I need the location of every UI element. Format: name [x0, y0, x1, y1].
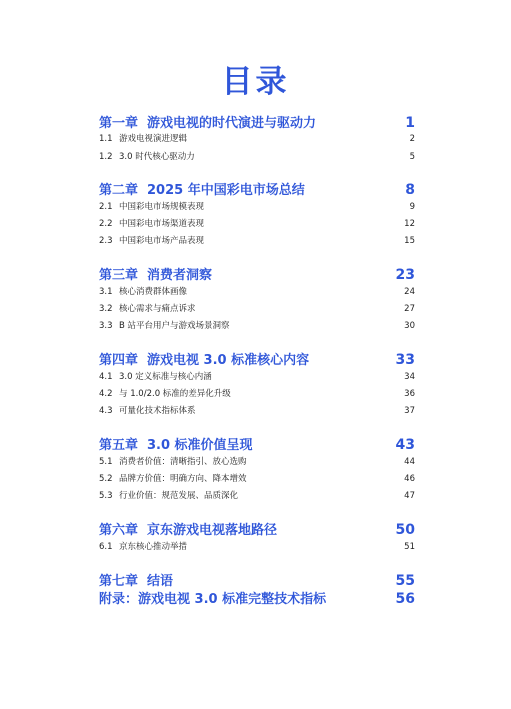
chapter-page: 50 — [395, 522, 415, 538]
chapter-number: 第三章 — [99, 268, 139, 283]
toc-item-3-3[interactable] — [99, 320, 415, 332]
item-page: 30 — [404, 321, 415, 331]
chapter-page: 8 — [405, 182, 415, 198]
chapter-number: 第七章 — [99, 574, 139, 589]
chapter-number: 第一章 — [99, 116, 139, 131]
item-title: 中国彩电市场渠道表现 — [119, 219, 205, 229]
item-number: 5.1 — [99, 457, 113, 467]
toc-item-4-2[interactable] — [99, 388, 415, 400]
item-title: 可量化技术指标体系 — [119, 406, 196, 416]
item-page: 51 — [404, 542, 415, 552]
item-page: 47 — [404, 491, 415, 501]
toc-item-2-3[interactable] — [99, 235, 415, 247]
toc-chapter-6[interactable] — [99, 521, 415, 540]
toc-item-3-1[interactable] — [99, 286, 415, 298]
chapter-page: 23 — [395, 267, 415, 283]
toc-chapter-3[interactable] — [99, 266, 415, 285]
toc-item-2-2[interactable] — [99, 218, 415, 230]
toc-chapter-4[interactable] — [99, 351, 415, 370]
item-number: 5.3 — [99, 491, 113, 501]
toc-item-6-1[interactable] — [99, 541, 415, 553]
item-title: 京东核心推动举措 — [119, 542, 188, 552]
chapter-title: 京东游戏电视落地路径 — [147, 523, 278, 538]
chapter-page: 1 — [405, 115, 415, 131]
item-title: B 站平台用户与游戏场景洞察 — [119, 321, 230, 331]
toc-item-4-3[interactable] — [99, 405, 415, 417]
item-title: 消费者价值：清晰指引、放心选购 — [119, 457, 247, 467]
item-page: 24 — [404, 287, 415, 297]
chapter-page: 33 — [395, 352, 415, 368]
item-page: 2 — [409, 134, 415, 144]
chapter-title: 3.0 标准价值呈现 — [147, 438, 253, 453]
item-number: 2.3 — [99, 236, 113, 246]
item-title: 3.0 定义标准与核心内涵 — [119, 372, 212, 382]
chapter-number: 第二章 — [99, 183, 139, 198]
toc-item-5-2[interactable] — [99, 473, 415, 485]
item-number: 1.1 — [99, 134, 113, 144]
toc-item-2-1[interactable] — [99, 201, 415, 213]
item-title: 与 1.0/2.0 标准的差异化升级 — [119, 389, 231, 399]
item-page: 46 — [404, 474, 415, 484]
item-number: 4.1 — [99, 372, 113, 382]
item-title: 中国彩电市场产品表现 — [119, 236, 205, 246]
toc-item-3-2[interactable] — [99, 303, 415, 315]
chapter-title: 消费者洞察 — [147, 268, 213, 283]
chapter-title: 游戏电视的时代演进与驱动力 — [147, 116, 317, 131]
item-page: 36 — [404, 389, 415, 399]
chapter-page: 55 — [395, 573, 415, 589]
item-page: 15 — [404, 236, 415, 246]
toc-item-4-1[interactable] — [99, 371, 415, 383]
item-page: 9 — [409, 202, 415, 212]
item-title: 3.0 时代核心驱动力 — [119, 152, 195, 162]
item-title: 中国彩电市场规模表现 — [119, 202, 205, 212]
toc-chapter-1[interactable] — [99, 114, 415, 133]
chapter-title: 2025 年中国彩电市场总结 — [147, 183, 305, 198]
item-number: 3.2 — [99, 304, 113, 314]
toc-chapter-2[interactable] — [99, 181, 415, 200]
item-number: 5.2 — [99, 474, 113, 484]
chapter-number: 第六章 — [99, 523, 139, 538]
item-number: 6.1 — [99, 542, 113, 552]
appendix-page: 56 — [395, 591, 415, 607]
toc-title: 目录 — [221, 64, 290, 100]
item-number: 4.2 — [99, 389, 113, 399]
toc-chapter-5[interactable] — [99, 436, 415, 455]
item-page: 12 — [404, 219, 415, 229]
chapter-number: 第五章 — [99, 438, 139, 453]
item-title: 核心需求与痛点诉求 — [119, 304, 196, 314]
item-title: 游戏电视演进逻辑 — [119, 134, 188, 144]
toc-chapter-7[interactable] — [99, 572, 415, 591]
item-number: 4.3 — [99, 406, 113, 416]
toc-appendix[interactable] — [99, 590, 415, 609]
item-number: 1.2 — [99, 152, 113, 162]
chapter-number: 第四章 — [99, 353, 139, 368]
chapter-title: 结语 — [147, 574, 174, 589]
chapter-page: 43 — [395, 437, 415, 453]
item-title: 品牌方价值：明确方向、降本增效 — [119, 474, 247, 484]
toc-item-5-3[interactable] — [99, 490, 415, 502]
item-page: 5 — [409, 152, 415, 162]
item-page: 27 — [404, 304, 415, 314]
item-page: 37 — [404, 406, 415, 416]
appendix-title: 附录：游戏电视 3.0 标准完整技术指标 — [99, 592, 327, 607]
chapter-title: 游戏电视 3.0 标准核心内容 — [147, 353, 310, 368]
item-number: 3.3 — [99, 321, 113, 331]
item-page: 44 — [404, 457, 415, 467]
item-number: 2.1 — [99, 202, 113, 212]
toc-item-1-2[interactable] — [99, 151, 415, 163]
item-number: 3.1 — [99, 287, 113, 297]
item-title: 核心消费群体画像 — [119, 287, 188, 297]
item-number: 2.2 — [99, 219, 113, 229]
toc-item-5-1[interactable] — [99, 456, 415, 468]
toc-item-1-1[interactable] — [99, 133, 415, 145]
item-page: 34 — [404, 372, 415, 382]
item-title: 行业价值：规范发展、品质深化 — [119, 491, 239, 501]
